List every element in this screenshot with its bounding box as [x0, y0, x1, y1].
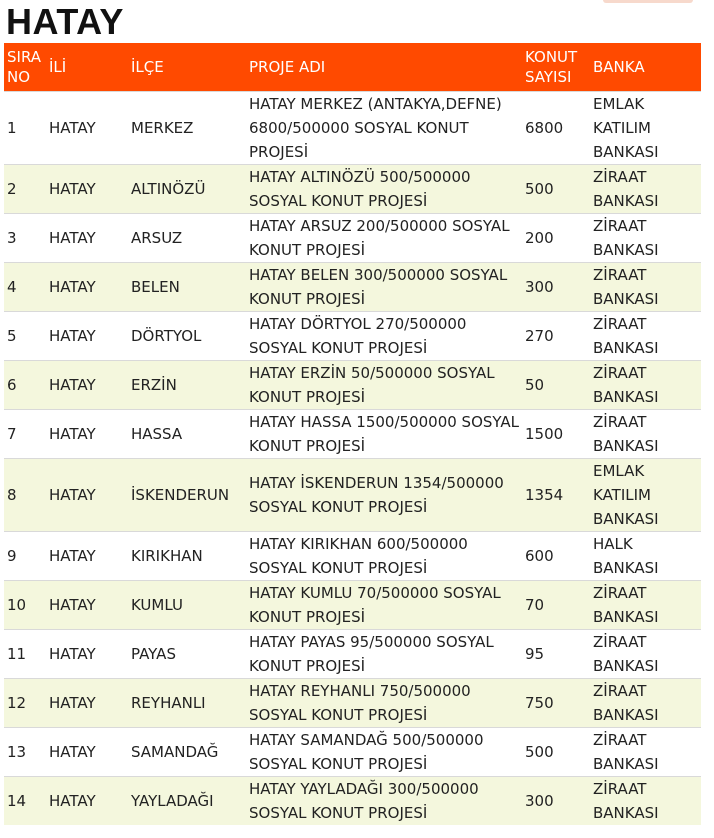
cell-sira-no: 11 [4, 630, 46, 679]
cell-il: HATAY [46, 214, 128, 263]
cell-sira-no: 12 [4, 679, 46, 728]
header-sira-no [4, 43, 46, 92]
cell-sira-no: 14 [4, 777, 46, 826]
cell-proje-adi: HATAY ERZİN 50/500000 SOSYAL KONUT PROJESİ [246, 361, 522, 410]
cell-banka: EMLAK KATILIM BANKASI [590, 92, 701, 165]
table-row [4, 532, 701, 581]
cell-il: HATAY [46, 459, 128, 532]
cell-il: HATAY [46, 532, 128, 581]
cell-konut-sayisi: 1354 [522, 459, 590, 532]
cell-proje-adi: HATAY PAYAS 95/500000 SOSYAL KONUT PROJESİ [246, 630, 522, 679]
cell-proje-adi: HATAY KUMLU 70/500000 SOSYAL KONUT PROJESİ [246, 581, 522, 630]
cell-proje-adi: HATAY BELEN 300/500000 SOSYAL KONUT PROJESİ [246, 263, 522, 312]
cell-konut-sayisi: 6800 [522, 92, 590, 165]
cell-ilce: REYHANLI [128, 679, 246, 728]
cell-il: HATAY [46, 263, 128, 312]
housing-projects-table [4, 43, 701, 825]
table-row [4, 581, 701, 630]
cell-konut-sayisi: 600 [522, 532, 590, 581]
header-ilce: İLÇE [128, 43, 246, 92]
cell-konut-sayisi: 95 [522, 630, 590, 679]
cell-konut-sayisi: 1500 [522, 410, 590, 459]
cell-il: HATAY [46, 728, 128, 777]
table-row [4, 361, 701, 410]
cell-konut-sayisi: 300 [522, 263, 590, 312]
cell-banka: ZİRAAT BANKASI [590, 165, 701, 214]
header-konut-line1: KONUT [525, 48, 578, 66]
cell-banka: ZİRAAT BANKASI [590, 777, 701, 826]
cell-ilce: KIRIKHAN [128, 532, 246, 581]
cell-konut-sayisi: 200 [522, 214, 590, 263]
cell-sira-no: 5 [4, 312, 46, 361]
cell-sira-no: 6 [4, 361, 46, 410]
cell-ilce: KUMLU [128, 581, 246, 630]
cell-ilce: ALTINÖZÜ [128, 165, 246, 214]
cell-sira-no: 8 [4, 459, 46, 532]
table-row [4, 410, 701, 459]
cell-sira-no: 4 [4, 263, 46, 312]
cell-proje-adi: HATAY HASSA 1500/500000 SOSYAL KONUT PROJESİ [246, 410, 522, 459]
header-il: İLİ [46, 43, 128, 92]
cell-banka: EMLAK KATILIM BANKASI [590, 459, 701, 532]
cell-sira-no: 13 [4, 728, 46, 777]
cell-banka: ZİRAAT BANKASI [590, 728, 701, 777]
table-row [4, 459, 701, 532]
table-row [4, 312, 701, 361]
cell-il: HATAY [46, 165, 128, 214]
cell-proje-adi: HATAY YAYLADAĞI 300/500000 SOSYAL KONUT PROJESİ [246, 777, 522, 826]
cell-ilce: MERKEZ [128, 92, 246, 165]
cell-ilce: HASSA [128, 410, 246, 459]
cell-sira-no: 1 [4, 92, 46, 165]
cell-banka: ZİRAAT BANKASI [590, 312, 701, 361]
table-row [4, 263, 701, 312]
cell-konut-sayisi: 500 [522, 728, 590, 777]
page-title: HATAY [6, 1, 124, 42]
header-banka: BANKA [590, 43, 701, 92]
header-konut-line2: SAYISI [525, 68, 572, 86]
cell-banka: ZİRAAT BANKASI [590, 679, 701, 728]
cell-banka: ZİRAAT BANKASI [590, 361, 701, 410]
header-sira-line1: SIRA [7, 48, 42, 66]
cell-proje-adi: HATAY DÖRTYOL 270/500000 SOSYAL KONUT PROJESİ [246, 312, 522, 361]
cell-ilce: ARSUZ [128, 214, 246, 263]
table-row [4, 214, 701, 263]
cell-il: HATAY [46, 92, 128, 165]
cell-banka: ZİRAAT BANKASI [590, 410, 701, 459]
cell-il: HATAY [46, 361, 128, 410]
cell-konut-sayisi: 750 [522, 679, 590, 728]
cell-konut-sayisi: 500 [522, 165, 590, 214]
cell-il: HATAY [46, 679, 128, 728]
table-row [4, 728, 701, 777]
cell-konut-sayisi: 270 [522, 312, 590, 361]
table-row [4, 165, 701, 214]
cell-proje-adi: HATAY ALTINÖZÜ 500/500000 SOSYAL KONUT PROJESİ [246, 165, 522, 214]
top-accent-bar [603, 0, 693, 3]
cell-il: HATAY [46, 777, 128, 826]
cell-banka: ZİRAAT BANKASI [590, 214, 701, 263]
cell-konut-sayisi: 50 [522, 361, 590, 410]
cell-ilce: YAYLADAĞI [128, 777, 246, 826]
cell-proje-adi: HATAY REYHANLI 750/500000 SOSYAL KONUT PROJESİ [246, 679, 522, 728]
cell-il: HATAY [46, 312, 128, 361]
cell-il: HATAY [46, 410, 128, 459]
table-row [4, 92, 701, 165]
cell-banka: ZİRAAT BANKASI [590, 581, 701, 630]
table-header-row [4, 43, 701, 92]
header-konut-sayisi [522, 43, 590, 92]
table-row [4, 679, 701, 728]
table-body [4, 92, 701, 826]
header-sira-line2: NO [7, 68, 31, 86]
cell-il: HATAY [46, 581, 128, 630]
cell-ilce: SAMANDAĞ [128, 728, 246, 777]
cell-ilce: DÖRTYOL [128, 312, 246, 361]
cell-il: HATAY [46, 630, 128, 679]
table-row [4, 777, 701, 826]
cell-sira-no: 10 [4, 581, 46, 630]
cell-proje-adi: HATAY SAMANDAĞ 500/500000 SOSYAL KONUT PROJESİ [246, 728, 522, 777]
cell-sira-no: 3 [4, 214, 46, 263]
cell-konut-sayisi: 70 [522, 581, 590, 630]
cell-proje-adi: HATAY İSKENDERUN 1354/500000 SOSYAL KONUT PROJESİ [246, 459, 522, 532]
cell-ilce: İSKENDERUN [128, 459, 246, 532]
cell-banka: ZİRAAT BANKASI [590, 630, 701, 679]
cell-sira-no: 7 [4, 410, 46, 459]
cell-banka: ZİRAAT BANKASI [590, 263, 701, 312]
cell-sira-no: 9 [4, 532, 46, 581]
cell-proje-adi: HATAY MERKEZ (ANTAKYA,DEFNE) 6800/500000 SOSYAL KONUT PROJESİ [246, 92, 522, 165]
cell-konut-sayisi: 300 [522, 777, 590, 826]
cell-proje-adi: HATAY ARSUZ 200/500000 SOSYAL KONUT PROJESİ [246, 214, 522, 263]
cell-ilce: PAYAS [128, 630, 246, 679]
header-proje-adi: PROJE ADI [246, 43, 522, 92]
cell-proje-adi: HATAY KIRIKHAN 600/500000 SOSYAL KONUT PROJESİ [246, 532, 522, 581]
cell-ilce: BELEN [128, 263, 246, 312]
cell-ilce: ERZİN [128, 361, 246, 410]
table-row [4, 630, 701, 679]
cell-sira-no: 2 [4, 165, 46, 214]
cell-banka: HALK BANKASI [590, 532, 701, 581]
